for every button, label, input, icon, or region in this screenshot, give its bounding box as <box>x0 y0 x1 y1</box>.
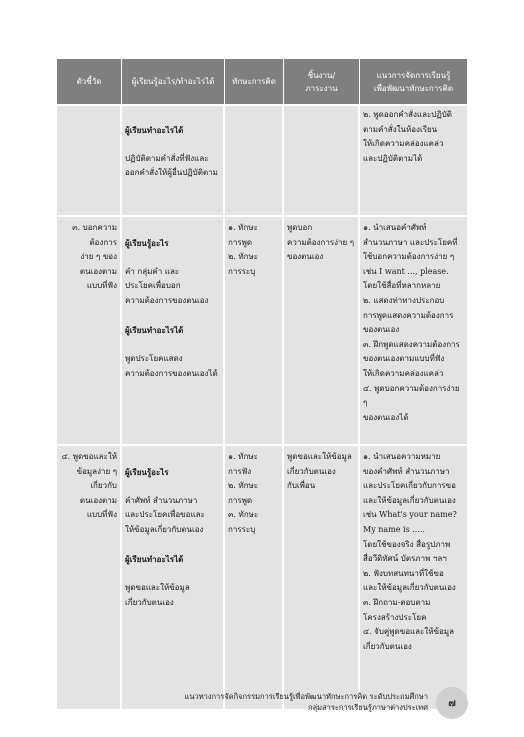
skills-cell: ๑. ทักษะ การพูด ๒. ทักษะ การระบุ <box>225 217 284 444</box>
learning-heading: ผู้เรียนทำอะไรได้ <box>125 325 184 336</box>
header-indicator: ตัวชี้วัด <box>57 59 122 104</box>
table-header-row <box>57 59 467 104</box>
learning-text: คำ กลุ่มคำ และ ประโยคเพื่อบอก ความต้องการของตนเอง <box>125 266 209 305</box>
table-row <box>57 106 467 215</box>
learning-heading: ผู้เรียนทำอะไรได้ <box>125 554 184 565</box>
learning-heading: ผู้เรียนรู้อะไร <box>125 237 169 248</box>
header-skills: ทักษะการคิด <box>225 59 284 104</box>
curriculum-table <box>57 59 467 709</box>
skills-cell <box>225 106 284 215</box>
learning-cell <box>122 217 225 444</box>
learning-text: พูดขอและให้ข้อมูล เกี่ยวกับตนเอง <box>125 583 190 607</box>
learning-heading: ผู้เรียนรู้อะไร <box>125 466 169 477</box>
table-row <box>57 217 467 444</box>
header-work: ชิ้นงาน/ ภาระงาน <box>284 59 360 104</box>
header-activities: แนวการจัดการเรียนรู้ เพื่อพัฒนาทักษะการคิด <box>360 59 467 104</box>
activities-cell: ๑. นำเสนอคำศัพท์ สำนวนภาษา และประโยคที่ ใช้บอกความต้องการง่าย ๆ เช่น I want ..., please. โดยใช้สื่อที่หลากหลาย ๒. แสดงท่าทางประกอบ การพูดแสดงความต้องการ ของตนเอง ๓. ฝึกพูดแสดงความต้องการ ของตนเองตามแบบที่ฟัง ให้เกิดความคล่องแคล่ว ๔. พูดบอกความต้องการง่าย ๆ ของตนเองได้ <box>360 217 467 444</box>
footer-book-title: แนวทางการจัดกิจกรรมการเรียนรู้เพื่อพัฒนาทักษะการคิด ระดับประถมศึกษา <box>184 692 428 701</box>
indicator-cell: ๓. บอกความ ต้องการ ง่าย ๆ ของ ตนเองตาม แบบที่ฟัง <box>57 217 122 444</box>
activities-cell: ๑. นำเสนอความหมาย ของคำศัพท์ สำนวนภาษา และประโยคเกี่ยวกับการขอ และให้ข้อมูลเกี่ยวกับตนเอง เช่น What's your name? My name is ..... โดยใช้ของจริง สื่อรูปภาพ สื่อวีดิทัศน์ บัตรภาพ ฯลฯ ๒. ฟังบทสนทนาที่ใช้ขอ และให้ข้อมูลเกี่ยวกับตนเอง ๓. ฝึกถาม-ตอบตาม โครงสร้างประโยค ๔. จับคู่พูดขอและให้ข้อมูล เกี่ยวกับตนเอง <box>360 446 467 709</box>
work-cell <box>284 106 360 215</box>
learning-heading: ผู้เรียนทำอะไรได้ <box>125 124 184 135</box>
work-cell: พูดขอและให้ข้อมูล เกี่ยวกับตนเอง กับเพื่อน <box>284 446 360 709</box>
table-row <box>57 446 467 709</box>
skills-cell: ๑. ทักษะ การฟัง ๒. ทักษะ การพูด ๓. ทักษะ การระบุ <box>225 446 284 709</box>
learning-text: พูดประโยคแสดง ความต้องการของตนเองได้ <box>125 354 218 378</box>
activities-cell: ๒. พูดออกคำสั่งและปฏิบัติ ตามคำสั่งในห้องเรียน ให้เกิดความคล่องแคล่ว และปฏิบัติตามได้ <box>360 106 467 215</box>
learning-text: ปฏิบัติตามคำสั่งที่ฟังและ ออกคำสั่งให้ผู้อื่นปฏิบัติตาม <box>125 153 218 178</box>
learning-cell <box>122 446 225 709</box>
header-learning: ผู้เรียนรู้อะไร/ทำอะไรได้ <box>122 59 225 104</box>
page-number-badge: ๗ <box>436 687 468 719</box>
indicator-cell: ๔. พูดขอและให้ ข้อมูลง่าย ๆ เกี่ยวกับ ตนเองตาม แบบที่ฟัง <box>57 446 122 709</box>
learning-cell <box>122 106 225 215</box>
work-cell: พูดบอก ความต้องการง่าย ๆ ของตนเอง <box>284 217 360 444</box>
learning-text: คำศัพท์ สำนวนภาษา และประโยคเพื่อขอและ ให้ข้อมูลเกี่ยวกับตนเอง <box>125 495 205 534</box>
page-footer <box>180 691 428 713</box>
indicator-cell <box>57 106 122 215</box>
footer-subject: กลุ่มสาระการเรียนรู้ภาษาต่างประเทศ <box>308 703 428 712</box>
